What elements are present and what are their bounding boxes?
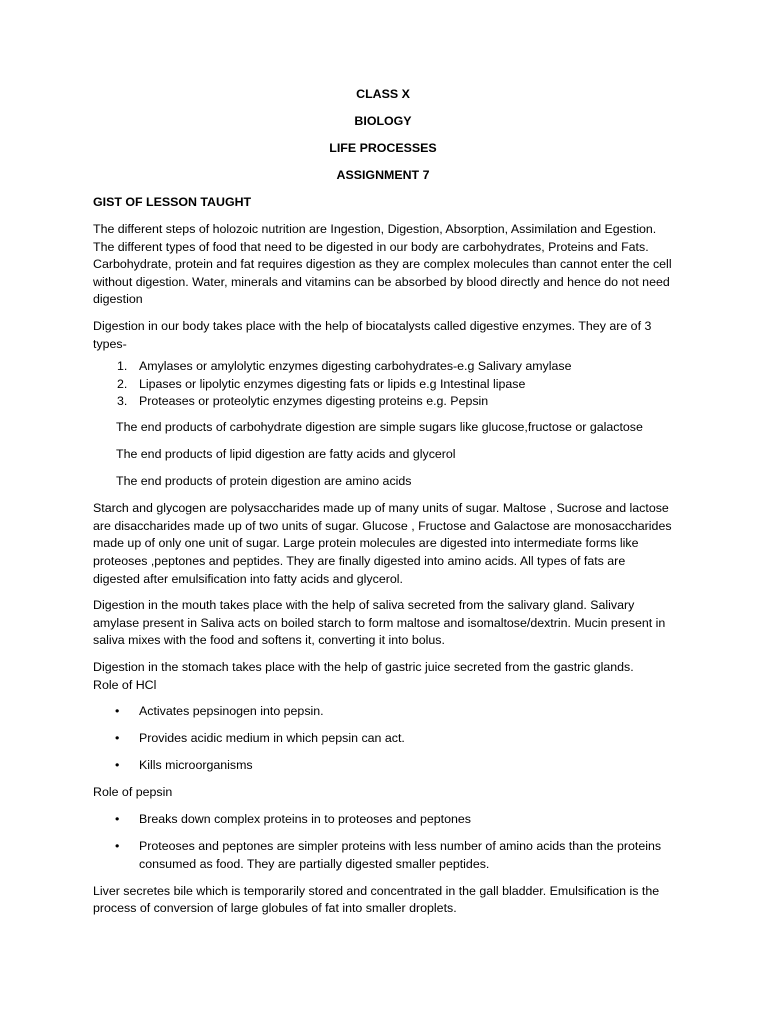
paragraph-digestive-enzymes: Digestion in our body takes place with the help of biocatalysts called digestive enzymes. They are of 3 types- [93,318,652,351]
list-number: 3. [117,394,128,409]
class-title: CLASS X [356,87,410,101]
subject-title: BIOLOGY [354,114,412,129]
end-product-protein: The end products of protein digestion are amino acids [116,474,412,489]
list-number: 1. [117,359,128,374]
gist-heading: GIST OF LESSON TAUGHT [93,195,252,210]
bullet-icon: • [115,731,120,746]
pepsin-roles-list [93,811,673,873]
role-of-pepsin-label: Role of pepsin [93,785,173,800]
list-item-text: Lipases or lipolytic enzymes digesting fats or lipids e.g Intestinal lipase [139,376,526,391]
list-item [93,703,673,721]
enzyme-types-list [93,358,673,411]
list-item-text: Proteases or proteolytic enzymes digesting proteins e.g. Pepsin [139,394,489,409]
list-item [117,393,673,411]
list-item [117,376,673,394]
paragraph-sugars-proteins: Starch and glycogen are polysaccharides made up of many units of sugar. Maltose , Sucrose and lactose are disaccharides made up of two units of sugar. Glucose , Fructose and Galactose are monosaccharides made up of only one unit of sugar. Large protein molecules are digested into intermediate forms like proteoses ,peptones and peptides. They are finally digested into amino acids. All types of fats are digested after emulsification into fatty acids and glycerol. [93,501,672,586]
list-item-text: Proteoses and peptones are simpler proteins with less number of amino acids than the proteins consumed as food. They are partially digested smaller peptides. [139,839,662,871]
paragraph-nutrition-steps: The different steps of holozoic nutrition are Ingestion, Digestion, Absorption, Assimilation and Egestion. The different types of food that need to be digested in our body are carbohydrates, Proteins and Fats. Carbohydrate, protein and fat requires digestion as they are complex molecules than cannot enter the cell without digestion. Water, minerals and vitamins can be absorbed by blood directly and hence do not need digestion [93,221,672,307]
role-of-hcl-label: Role of HCl [93,677,157,692]
bullet-icon: • [115,839,120,854]
list-item [93,811,673,829]
chapter-title: LIFE PROCESSES [329,141,437,156]
stomach-digestion-text: Digestion in the stomach takes place with the help of gastric juice secreted from the gastric glands. [93,659,634,674]
document-page [93,86,673,927]
list-item [93,730,673,748]
assignment-title: ASSIGNMENT 7 [336,168,430,183]
paragraph-stomach-digestion [93,659,673,694]
list-item [93,757,673,775]
list-item [93,838,673,873]
list-number: 2. [117,376,128,391]
paragraph-bile-emulsification: Liver secretes bile which is temporarily stored and concentrated in the gall bladder. Emulsification is the process of conversion of large globules of fat into smaller droplets. [93,883,660,916]
bullet-icon: • [115,758,120,773]
list-item-text: Breaks down complex proteins in to proteoses and peptones [139,812,471,826]
list-item [117,358,673,376]
bullet-icon: • [115,812,120,826]
list-item-text: Kills microorganisms [139,758,253,773]
list-item-text: Activates pepsinogen into pepsin. [139,704,324,719]
end-product-carbohydrate: The end products of carbohydrate digestion are simple sugars like glucose,fructose or galactose [116,419,643,434]
list-item-text: Provides acidic medium in which pepsin can act. [139,731,405,746]
paragraph-mouth-digestion: Digestion in the mouth takes place with the help of saliva secreted from the salivary gland. Salivary amylase present in Saliva acts on boiled starch to form maltose and isomaltose/dextrin. Mucin present in saliva mixes with the food and softens it, converting it into bolus. [93,598,666,648]
end-product-lipid: The end products of lipid digestion are fatty acids and glycerol [116,447,456,461]
bullet-icon: • [115,704,120,719]
list-item-text: Amylases or amylolytic enzymes digesting carbohydrates-e.g Salivary amylase [139,359,572,374]
hcl-roles-list [93,703,673,775]
